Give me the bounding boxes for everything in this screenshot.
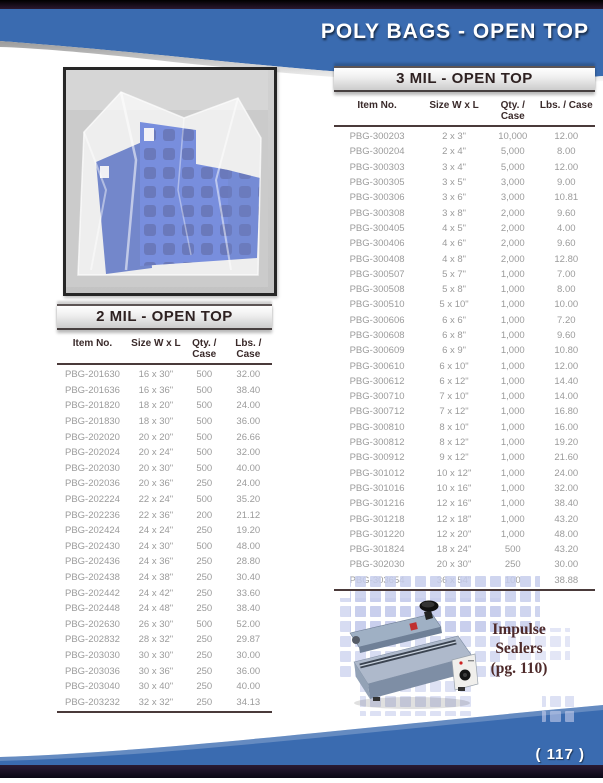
cell-item-no: PBG-300508	[349, 284, 405, 296]
cell-item-no: PBG-202442	[65, 587, 120, 599]
col-header-lbs: Lbs. / Case	[539, 100, 593, 111]
cell-lbs: 9.60	[557, 238, 576, 250]
table-row	[334, 221, 595, 236]
cell-item-no: PBG-202024	[65, 447, 120, 459]
cell-size: 3 x 5"	[442, 177, 467, 189]
cell-lbs: 38.40	[554, 498, 579, 510]
cell-item-no: PBG-300510	[349, 299, 405, 311]
cell-item-no: PBG-300203	[349, 131, 405, 143]
promo-line-2: Sealers	[495, 640, 543, 658]
cell-size: 30 x 36"	[138, 665, 174, 677]
cell-qty: 1,000	[500, 391, 525, 403]
cell-size: 8 x 10"	[439, 421, 469, 433]
col-header-lbs: Lbs. / Case	[235, 338, 262, 360]
cell-lbs: 12.00	[554, 360, 579, 372]
table-row	[57, 476, 272, 492]
cell-size: 20 x 20"	[138, 431, 174, 443]
table-row	[334, 129, 595, 144]
cell-item-no: PBG-202630	[65, 618, 120, 630]
cell-qty: 1,000	[500, 284, 525, 296]
col-header-size: Size W x L	[429, 100, 479, 111]
table-body	[334, 127, 595, 588]
cell-lbs: 29.87	[236, 634, 261, 646]
cell-qty: 500	[504, 544, 521, 556]
bottom-dark-strip	[0, 765, 603, 778]
cell-qty: 500	[196, 447, 213, 459]
cell-item-no: PBG-203036	[65, 665, 120, 677]
table-row	[334, 328, 595, 343]
cell-qty: 1,000	[500, 452, 525, 464]
cell-item-no: PBG-301220	[349, 528, 405, 540]
table-2mil-open-top	[57, 304, 272, 713]
cell-qty: 250	[196, 478, 213, 490]
cell-qty: 250	[196, 572, 213, 584]
cell-lbs: 12.80	[554, 253, 579, 265]
cell-size: 18 x 24"	[436, 544, 472, 556]
cell-qty: 3,000	[500, 192, 525, 204]
cell-item-no: PBG-202438	[65, 572, 120, 584]
table-row	[334, 527, 595, 542]
cell-size: 22 x 24"	[138, 494, 174, 506]
cell-size: 12 x 18"	[436, 513, 472, 525]
table-row	[57, 601, 272, 617]
cell-size: 3 x 6"	[442, 192, 467, 204]
table-row	[57, 523, 272, 539]
table-row	[57, 694, 272, 710]
cell-item-no: PBG-300608	[349, 330, 405, 341]
table-row	[57, 679, 272, 695]
cell-item-no: PBG-300306	[349, 192, 405, 204]
col-header-qty: Qty. / Case	[192, 338, 217, 360]
cell-lbs: 52.00	[236, 618, 261, 630]
cell-size: 18 x 30"	[138, 416, 174, 428]
table-row	[334, 358, 595, 373]
table-body	[57, 365, 272, 710]
table-row	[334, 144, 595, 159]
cell-size: 20 x 30"	[138, 462, 174, 474]
cell-size: 10 x 16"	[436, 482, 472, 494]
table-row	[334, 435, 595, 450]
cell-item-no: PBG-201636	[65, 384, 120, 396]
cell-qty: 1,000	[500, 513, 525, 525]
table-row	[334, 374, 595, 389]
cell-qty: 2,000	[500, 238, 525, 250]
table-row	[57, 461, 272, 477]
promo-line-1: Impulse	[492, 621, 546, 638]
cell-lbs: 24.00	[236, 478, 261, 490]
cell-qty: 1,000	[500, 467, 525, 479]
table-row	[334, 404, 595, 419]
page-title: POLY BAGS - OPEN TOP	[320, 20, 589, 43]
cell-lbs: 30.00	[554, 559, 579, 571]
cell-size: 5 x 7"	[442, 268, 467, 280]
cell-size: 3 x 4"	[442, 161, 467, 173]
cell-item-no: PBG-203030	[65, 649, 120, 661]
table-row	[57, 539, 272, 555]
table-row	[334, 343, 595, 358]
cell-lbs: 21.60	[554, 452, 579, 464]
cell-size: 6 x 9"	[442, 345, 467, 357]
cell-lbs: 43.20	[554, 544, 579, 556]
cell-size: 10 x 12"	[436, 467, 472, 479]
table-row	[334, 282, 595, 297]
cell-qty: 500	[196, 416, 213, 428]
cell-qty: 1,000	[500, 437, 525, 449]
cell-lbs: 24.00	[554, 467, 579, 479]
top-dark-strip	[0, 0, 603, 10]
table-row	[334, 267, 595, 282]
cell-qty: 500	[196, 400, 213, 412]
cell-item-no: PBG-300612	[349, 375, 405, 387]
cell-item-no: PBG-302030	[349, 559, 405, 571]
cell-lbs: 19.20	[236, 525, 261, 537]
cell-qty: 500	[196, 431, 213, 443]
cell-qty: 1,000	[500, 314, 525, 326]
cell-lbs: 30.00	[236, 649, 261, 661]
table-title: 3 MIL - OPEN TOP	[334, 66, 595, 92]
table-row	[57, 367, 272, 383]
cell-lbs: 24.00	[236, 400, 261, 412]
cell-qty: 250	[196, 681, 213, 693]
cell-item-no: PBG-301012	[349, 467, 405, 479]
cell-qty: 500	[196, 494, 213, 506]
cell-lbs: 14.00	[554, 391, 579, 403]
col-header-item-no: Item No.	[72, 338, 113, 349]
cell-item-no: PBG-300712	[349, 406, 405, 418]
cell-item-no: PBG-300405	[349, 222, 405, 234]
table-row	[334, 389, 595, 404]
table-row	[57, 492, 272, 508]
cell-size: 16 x 30"	[138, 369, 174, 381]
impulse-sealer-promo	[340, 576, 580, 724]
cell-size: 12 x 16"	[436, 498, 472, 510]
table-row	[57, 383, 272, 399]
cell-qty: 5,000	[500, 146, 525, 158]
table-row	[57, 398, 272, 414]
col-header-qty: Qty. / Case	[500, 100, 525, 122]
cell-qty: 2,000	[500, 207, 525, 219]
cell-lbs: 48.00	[236, 540, 261, 552]
cell-qty: 1,000	[500, 360, 525, 372]
page-number: ( 117 )	[535, 746, 585, 763]
table-row	[57, 648, 272, 664]
product-photo	[63, 67, 277, 296]
cell-lbs: 32.00	[236, 369, 261, 381]
cell-qty: 200	[196, 509, 213, 521]
table-row	[334, 190, 595, 205]
cell-qty: 250	[196, 587, 213, 599]
cell-size: 12 x 20"	[436, 528, 472, 540]
cell-lbs: 10.00	[554, 299, 579, 311]
cell-size: 20 x 30"	[436, 559, 472, 571]
cell-item-no: PBG-301216	[349, 498, 405, 510]
cell-size: 18 x 20"	[138, 400, 174, 412]
cell-size: 24 x 38"	[138, 572, 174, 584]
cell-size: 6 x 12"	[439, 375, 469, 387]
cell-lbs: 43.20	[554, 513, 579, 525]
cell-qty: 250	[196, 634, 213, 646]
table-title: 2 MIL - OPEN TOP	[57, 304, 272, 330]
cell-size: 6 x 10"	[439, 360, 469, 372]
cell-qty: 1,000	[500, 299, 525, 311]
cell-size: 26 x 30"	[138, 618, 174, 630]
cell-qty: 500	[196, 384, 213, 396]
cell-item-no: PBG-202430	[65, 540, 120, 552]
cell-item-no: PBG-202236	[65, 509, 120, 521]
cell-item-no: PBG-301016	[349, 482, 405, 494]
cell-item-no: PBG-203232	[65, 696, 120, 708]
cell-lbs: 7.00	[557, 268, 576, 280]
cell-item-no: PBG-202424	[65, 525, 120, 537]
cell-qty: 250	[504, 559, 521, 571]
table-row	[334, 511, 595, 526]
cell-lbs: 28.80	[236, 556, 261, 568]
cell-qty: 1,000	[500, 498, 525, 510]
table-row	[57, 663, 272, 679]
cell-lbs: 8.00	[557, 284, 576, 296]
cell-qty: 500	[196, 618, 213, 630]
table-row	[334, 496, 595, 511]
cell-lbs: 9.00	[557, 177, 576, 189]
cell-lbs: 7.20	[557, 314, 576, 326]
cell-qty: 250	[196, 665, 213, 677]
cell-item-no: PBG-300810	[349, 421, 405, 433]
cell-size: 24 x 36"	[138, 556, 174, 568]
cell-size: 4 x 8"	[442, 253, 467, 265]
cell-item-no: PBG-300305	[349, 177, 405, 189]
cell-lbs: 35.20	[236, 494, 261, 506]
cell-item-no: PBG-301218	[349, 513, 405, 525]
cell-item-no: PBG-300507	[349, 268, 405, 280]
table-row	[334, 466, 595, 481]
table-row	[57, 429, 272, 445]
cell-item-no: PBG-300610	[349, 360, 405, 372]
cell-lbs: 38.40	[236, 603, 261, 615]
cell-lbs: 32.00	[236, 447, 261, 459]
cell-qty: 10,000	[498, 131, 528, 143]
cell-size: 20 x 36"	[138, 478, 174, 490]
cell-size: 6 x 6"	[442, 314, 467, 326]
cell-lbs: 9.60	[557, 330, 576, 341]
table-row	[334, 297, 595, 312]
table-row	[57, 585, 272, 601]
table-row	[334, 251, 595, 266]
cell-qty: 1,000	[500, 482, 525, 494]
poly-bag-product-illustration	[66, 70, 268, 287]
cell-qty: 250	[196, 556, 213, 568]
cell-item-no: PBG-300609	[349, 345, 405, 357]
cell-size: 32 x 32"	[138, 696, 174, 708]
cell-lbs: 16.80	[554, 406, 579, 418]
cell-size: 5 x 10"	[439, 299, 469, 311]
cell-qty: 250	[196, 525, 213, 537]
table-row	[334, 313, 595, 328]
cell-lbs: 12.00	[554, 161, 579, 173]
table-bottom-rule	[57, 711, 272, 713]
cell-item-no: PBG-202436	[65, 556, 120, 568]
col-header-item-no: Item No.	[357, 100, 397, 111]
cell-item-no: PBG-300308	[349, 207, 405, 219]
table-row	[334, 175, 595, 190]
cell-item-no: PBG-202448	[65, 603, 120, 615]
cell-size: 6 x 8"	[442, 330, 467, 341]
table-row	[57, 570, 272, 586]
cell-item-no: PBG-202832	[65, 634, 120, 646]
cell-lbs: 9.60	[557, 207, 576, 219]
cell-qty: 250	[196, 649, 213, 661]
cell-size: 24 x 42"	[138, 587, 174, 599]
cell-lbs: 36.00	[236, 416, 261, 428]
cell-lbs: 4.00	[557, 222, 576, 234]
cell-qty: 500	[196, 369, 213, 381]
cell-size: 24 x 24"	[138, 525, 174, 537]
table-row	[334, 450, 595, 465]
cell-size: 4 x 6"	[442, 238, 467, 250]
cell-item-no: PBG-201630	[65, 369, 120, 381]
cell-qty: 250	[196, 603, 213, 615]
cell-size: 2 x 4"	[442, 146, 467, 158]
table-row	[57, 554, 272, 570]
cell-qty: 3,000	[500, 177, 525, 189]
cell-lbs: 40.00	[236, 462, 261, 474]
cell-lbs: 34.13	[236, 696, 261, 708]
cell-item-no: PBG-201820	[65, 400, 120, 412]
table-row	[57, 414, 272, 430]
cell-lbs: 30.40	[236, 572, 261, 584]
cell-size: 8 x 12"	[439, 437, 469, 449]
cell-item-no: PBG-300606	[349, 314, 405, 326]
cell-size: 4 x 5"	[442, 222, 467, 234]
table-row	[57, 445, 272, 461]
cell-item-no: PBG-301824	[349, 544, 405, 556]
promo-caption	[466, 620, 572, 678]
cell-lbs: 14.40	[554, 375, 579, 387]
cell-item-no: PBG-300204	[349, 146, 405, 158]
cell-item-no: PBG-202030	[65, 462, 120, 474]
table-column-headers	[57, 332, 272, 365]
cell-lbs: 33.60	[236, 587, 261, 599]
table-column-headers	[334, 94, 595, 127]
cell-qty: 1,000	[500, 528, 525, 540]
cell-lbs: 40.00	[236, 681, 261, 693]
table-row	[334, 205, 595, 220]
cell-size: 20 x 24"	[138, 447, 174, 459]
cell-qty: 500	[196, 540, 213, 552]
cell-lbs: 38.40	[236, 384, 261, 396]
cell-qty: 2,000	[500, 253, 525, 265]
cell-size: 16 x 36"	[138, 384, 174, 396]
cell-item-no: PBG-300912	[349, 452, 405, 464]
table-row	[334, 542, 595, 557]
cell-lbs: 38.88	[554, 574, 579, 586]
cell-qty: 1,000	[500, 268, 525, 280]
cell-item-no: PBG-300408	[349, 253, 405, 265]
table-row	[334, 481, 595, 496]
cell-size: 7 x 10"	[439, 391, 469, 403]
cell-lbs: 8.00	[557, 146, 576, 158]
table-row	[57, 617, 272, 633]
table-row	[334, 557, 595, 572]
cell-qty: 1,000	[500, 375, 525, 387]
table-row	[334, 420, 595, 435]
cell-item-no: PBG-203040	[65, 681, 120, 693]
cell-lbs: 10.80	[554, 345, 579, 357]
cell-size: 28 x 32"	[138, 634, 174, 646]
cell-size: 7 x 12"	[439, 406, 469, 418]
cell-qty: 1,000	[500, 345, 525, 357]
cell-qty: 1,000	[500, 330, 525, 341]
cell-item-no: PBG-202020	[65, 431, 120, 443]
cell-lbs: 12.00	[554, 131, 579, 143]
cell-size: 9 x 12"	[439, 452, 469, 464]
cell-qty: 2,000	[500, 222, 525, 234]
cell-lbs: 48.00	[554, 528, 579, 540]
cell-lbs: 19.20	[554, 437, 579, 449]
cell-item-no: PBG-300812	[349, 437, 405, 449]
cell-lbs: 16.00	[554, 421, 579, 433]
cell-size: 5 x 8"	[442, 284, 467, 296]
table-row	[57, 632, 272, 648]
cell-lbs: 32.00	[554, 482, 579, 494]
cell-size: 24 x 48"	[138, 603, 174, 615]
cell-qty: 5,000	[500, 161, 525, 173]
cell-size: 30 x 30"	[138, 649, 174, 661]
cell-size: 30 x 40"	[138, 681, 174, 693]
cell-lbs: 26.66	[236, 431, 261, 443]
cell-qty: 1,000	[500, 406, 525, 418]
cell-lbs: 36.00	[236, 665, 261, 677]
promo-line-3: (pg. 110)	[490, 659, 548, 677]
cell-lbs: 10.81	[554, 192, 579, 204]
table-row	[334, 236, 595, 251]
cell-size: 3 x 8"	[442, 207, 467, 219]
cell-item-no: PBG-201830	[65, 416, 120, 428]
col-header-size: Size W x L	[131, 338, 181, 349]
cell-qty: 250	[196, 696, 213, 708]
cell-item-no: PBG-300303	[349, 161, 405, 173]
table-row	[334, 160, 595, 175]
cell-item-no: PBG-300710	[349, 391, 405, 403]
cell-size: 2 x 3"	[442, 131, 467, 143]
table-3mil-open-top	[334, 66, 595, 591]
cell-qty: 1,000	[500, 421, 525, 433]
cell-lbs: 21.12	[236, 509, 261, 521]
cell-qty: 500	[196, 462, 213, 474]
cell-item-no: PBG-202224	[65, 494, 120, 506]
table-row	[57, 507, 272, 523]
cell-item-no: PBG-300406	[349, 238, 405, 250]
cell-item-no: PBG-202036	[65, 478, 120, 490]
cell-size: 22 x 36"	[138, 509, 174, 521]
cell-size: 24 x 30"	[138, 540, 174, 552]
